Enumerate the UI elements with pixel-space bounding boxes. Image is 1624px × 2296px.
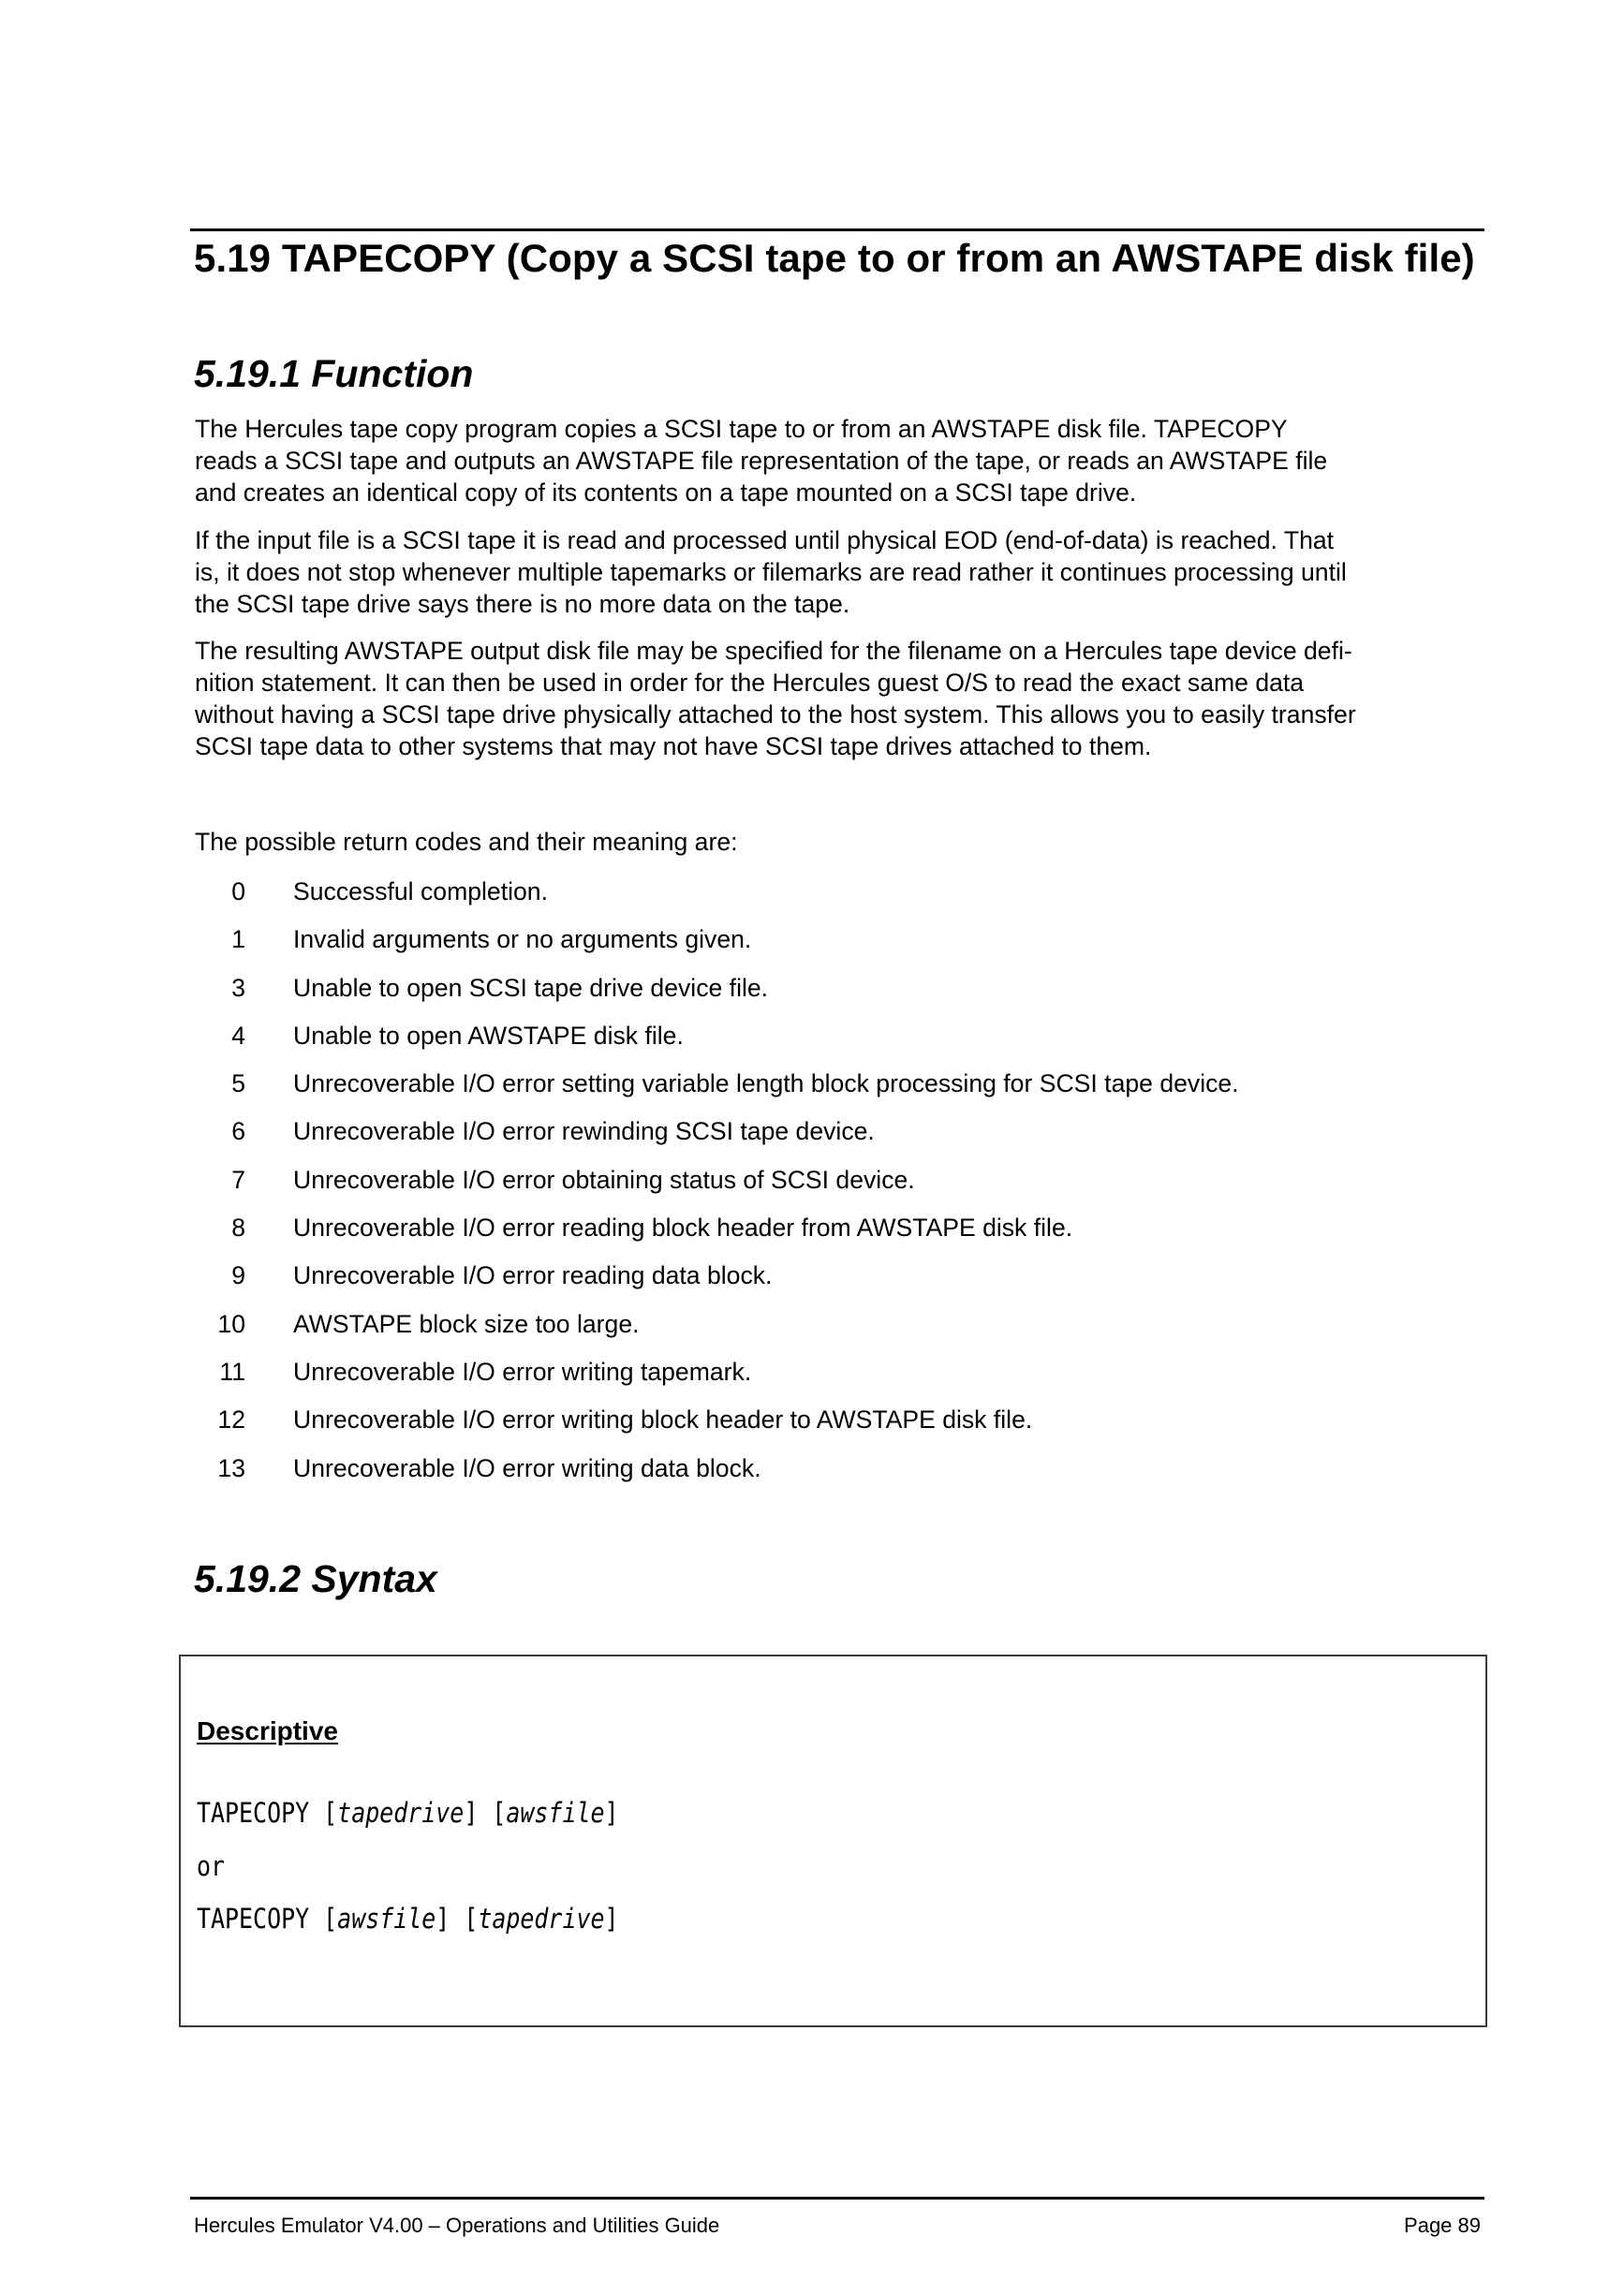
paragraph-line: without having a SCSI tape drive physically attached to the host system. This allows you to easily transfer bbox=[195, 700, 1356, 729]
section-top-rule bbox=[190, 228, 1484, 231]
syntax-separator: or bbox=[197, 1850, 226, 1882]
return-code-item bbox=[195, 924, 1239, 972]
return-code-meaning: Unrecoverable I/O error obtaining status of SCSI device. bbox=[293, 1165, 915, 1194]
syntax-line-2 bbox=[197, 1903, 619, 1935]
return-code-number: 13 bbox=[217, 1453, 245, 1482]
bracket-close: ] bbox=[604, 1797, 619, 1829]
return-code-item bbox=[195, 1309, 1239, 1357]
return-code-meaning: Unrecoverable I/O error setting variable length block processing for SCSI tape device. bbox=[293, 1069, 1239, 1098]
function-paragraph-1 bbox=[195, 413, 1487, 508]
footer-document-title: Hercules Emulator V4.00 – Operations and Utilities Guide bbox=[194, 2214, 720, 2237]
return-code-number: 0 bbox=[231, 877, 245, 905]
paragraph-line: the SCSI tape drive says there is no more data on the tape. bbox=[195, 590, 850, 618]
return-code-number: 3 bbox=[231, 973, 245, 1002]
return-code-meaning: Unrecoverable I/O error writing tapemark. bbox=[293, 1357, 752, 1386]
return-code-item bbox=[195, 1165, 1239, 1213]
return-code-number: 6 bbox=[231, 1117, 245, 1146]
return-code-item bbox=[195, 1116, 1239, 1164]
return-code-item bbox=[195, 1453, 1239, 1501]
syntax-box bbox=[179, 1655, 1487, 2027]
syntax-command: TAPECOPY bbox=[197, 1797, 310, 1829]
return-code-meaning: Unrecoverable I/O error writing data block. bbox=[293, 1453, 761, 1482]
syntax-box-title: Descriptive bbox=[197, 1716, 338, 1745]
function-paragraph-2 bbox=[195, 524, 1487, 620]
return-code-meaning: Unable to open SCSI tape drive device file. bbox=[293, 973, 769, 1002]
return-code-meaning: Invalid arguments or no arguments given. bbox=[293, 925, 752, 954]
paragraph-line: reads a SCSI tape and outputs an AWSTAPE file representation of the tape, or reads an AWSTAPE file bbox=[195, 447, 1328, 475]
return-code-meaning: Unable to open AWSTAPE disk file. bbox=[293, 1021, 684, 1050]
paragraph-line: SCSI tape data to other systems that may not have SCSI tape drives attached to them. bbox=[195, 732, 1152, 760]
bracket-open: [ bbox=[492, 1797, 507, 1829]
return-codes-list bbox=[195, 876, 1239, 1501]
return-code-meaning: AWSTAPE block size too large. bbox=[293, 1309, 640, 1338]
paragraph-line: The resulting AWSTAPE output disk file may be specified for the filename on a Hercules tape device defi- bbox=[195, 637, 1352, 665]
function-paragraph-3 bbox=[195, 635, 1487, 762]
return-code-item bbox=[195, 1068, 1239, 1116]
paragraph-line: is, it does not stop whenever multiple tapemarks or filemarks are read rather it continues processing until bbox=[195, 558, 1347, 586]
paragraph-line: nition statement. It can then be used in order for the Hercules guest O/S to read the exact same data bbox=[195, 669, 1305, 697]
syntax-argument: awsfile bbox=[337, 1903, 436, 1935]
bracket-close: ] bbox=[436, 1903, 450, 1935]
return-code-item bbox=[195, 876, 1239, 924]
bracket-close: ] bbox=[464, 1797, 479, 1829]
return-code-item bbox=[195, 973, 1239, 1021]
function-heading: 5.19.1 Function bbox=[194, 352, 474, 395]
syntax-argument: tapedrive bbox=[337, 1797, 465, 1829]
section-heading: 5.19 TAPECOPY (Copy a SCSI tape to or from an AWSTAPE disk file) bbox=[194, 236, 1475, 280]
return-code-item bbox=[195, 1357, 1239, 1405]
syntax-line-1 bbox=[197, 1797, 619, 1829]
return-code-meaning: Unrecoverable I/O error writing block header to AWSTAPE disk file. bbox=[293, 1406, 1033, 1435]
return-code-meaning: Unrecoverable I/O error reading block header from AWSTAPE disk file. bbox=[293, 1214, 1073, 1243]
return-code-number: 12 bbox=[217, 1406, 245, 1435]
syntax-command: TAPECOPY bbox=[197, 1903, 310, 1935]
syntax-argument: tapedrive bbox=[478, 1903, 605, 1935]
return-code-number: 4 bbox=[231, 1021, 245, 1050]
footer-page-number: Page 89 bbox=[1404, 2214, 1481, 2237]
return-code-number: 11 bbox=[219, 1357, 245, 1386]
bracket-open: [ bbox=[323, 1903, 338, 1935]
bracket-open: [ bbox=[464, 1903, 479, 1935]
paragraph-line: If the input file is a SCSI tape it is read and processed until physical EOD (end-of-data) is reached. That bbox=[195, 526, 1335, 554]
return-code-number: 1 bbox=[231, 925, 245, 954]
return-code-number: 9 bbox=[231, 1261, 245, 1290]
return-code-item bbox=[195, 1213, 1239, 1260]
footer-rule bbox=[190, 2197, 1484, 2200]
return-code-meaning: Successful completion. bbox=[293, 877, 548, 905]
return-code-item bbox=[195, 1260, 1239, 1308]
return-code-number: 5 bbox=[231, 1069, 245, 1098]
paragraph-line: and creates an identical copy of its contents on a tape mounted on a SCSI tape drive. bbox=[195, 478, 1137, 507]
return-code-number: 7 bbox=[231, 1165, 245, 1194]
return-code-number: 8 bbox=[231, 1214, 245, 1243]
return-code-item bbox=[195, 1405, 1239, 1452]
bracket-close: ] bbox=[604, 1903, 619, 1935]
syntax-argument: awsfile bbox=[506, 1797, 605, 1829]
return-code-meaning: Unrecoverable I/O error rewinding SCSI tape device. bbox=[293, 1117, 875, 1146]
bracket-open: [ bbox=[323, 1797, 338, 1829]
return-code-meaning: Unrecoverable I/O error reading data block. bbox=[293, 1261, 773, 1290]
return-code-number: 10 bbox=[217, 1309, 245, 1338]
return-code-item bbox=[195, 1021, 1239, 1068]
syntax-heading: 5.19.2 Syntax bbox=[194, 1557, 437, 1600]
return-codes-intro: The possible return codes and their meaning are: bbox=[195, 828, 738, 856]
paragraph-line: The Hercules tape copy program copies a SCSI tape to or from an AWSTAPE disk file. TAPECOPY bbox=[195, 415, 1288, 443]
